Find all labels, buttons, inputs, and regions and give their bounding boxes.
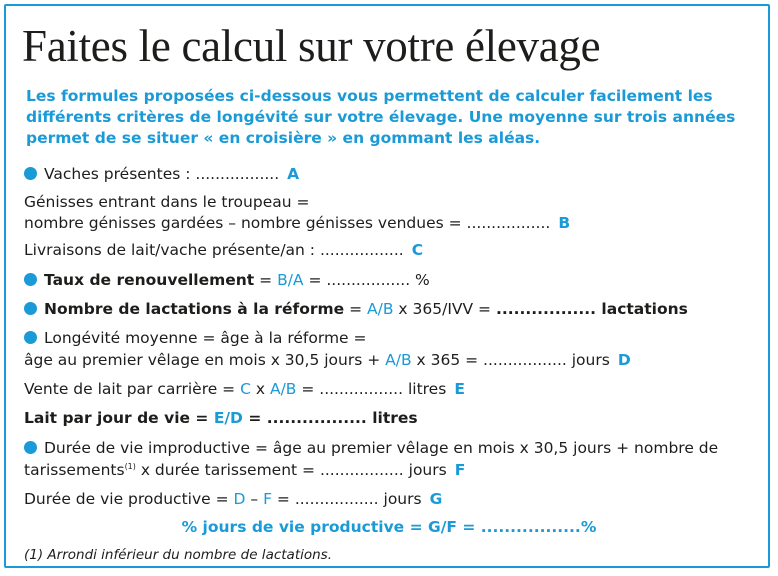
bullet-icon xyxy=(24,441,37,454)
tag-a: A xyxy=(287,165,300,183)
bullet-icon xyxy=(24,273,37,286)
productive-d: D xyxy=(233,490,246,508)
improductive-rest: x durée tarissement = ................. jours xyxy=(135,461,447,479)
item-lait-jour xyxy=(24,408,418,428)
renouvellement-formula: B/A xyxy=(277,271,304,289)
info-box xyxy=(4,4,770,568)
renouvellement-label: Taux de renouvellement xyxy=(44,271,255,289)
item-lactations xyxy=(24,299,688,319)
vaches-text: Vaches présentes : ................. xyxy=(44,165,280,183)
productive-f: F xyxy=(263,490,272,508)
tag-d: D xyxy=(617,351,631,369)
item-longevite-line2 xyxy=(24,350,631,370)
tag-b: B xyxy=(558,214,571,232)
item-genisses-line2 xyxy=(24,213,570,233)
equals-sign: = xyxy=(254,271,278,289)
vente-mid: x xyxy=(250,380,270,398)
equals-sign: = xyxy=(344,300,368,318)
item-renouvellement xyxy=(24,270,430,290)
lait-jour-formula: E/D xyxy=(213,409,243,427)
item-improductive-line1 xyxy=(24,438,718,458)
bullet-icon xyxy=(24,167,37,180)
item-pourcentage: % jours de vie productive = G/F = .................% xyxy=(181,518,597,536)
productive-pre: Durée de vie productive = xyxy=(24,490,234,508)
tag-e: E xyxy=(454,380,465,398)
vente-c: C xyxy=(240,380,251,398)
lactations-label: Nombre de lactations à la réforme xyxy=(44,300,345,318)
longevite-text: Longévité moyenne = âge à la réforme = xyxy=(44,329,367,347)
vente-pre: Vente de lait par carrière = xyxy=(24,380,241,398)
genisses-text: nombre génisses gardées – nombre génisses vendues = ................. xyxy=(24,214,551,232)
renouvellement-rest: = ................. % xyxy=(303,271,430,289)
item-improductive-line2 xyxy=(24,460,465,480)
lactations-mid: x 365/IVV = xyxy=(393,300,496,318)
lait-jour-label: Lait par jour de vie = xyxy=(24,409,214,427)
intro-paragraph: Les formules proposées ci-dessous vous permettent de calculer facilement les différents critères de longévité sur votre élevage. Une moyenne sur trois années permet de se situer « en croisière » en gommant les aléas. xyxy=(26,87,736,147)
lactations-result: ................. lactations xyxy=(495,300,688,318)
livraisons-text: Livraisons de lait/vache présente/an : ................. xyxy=(24,241,404,259)
longevite-rest: x 365 = ................. jours xyxy=(411,351,610,369)
productive-rest: = ................. jours xyxy=(271,490,422,508)
productive-mid: – xyxy=(245,490,264,508)
tag-g: G xyxy=(429,490,443,508)
lait-jour-rest: = ................. litres xyxy=(242,409,418,427)
item-productive xyxy=(24,489,442,509)
tag-f: F xyxy=(454,461,466,479)
improductive-pre: tarissements xyxy=(24,461,125,479)
item-genisses-line1: Génisses entrant dans le troupeau = xyxy=(24,193,310,211)
page-title: Faites le calcul sur votre élevage xyxy=(22,21,601,71)
bullet-icon xyxy=(24,331,37,344)
item-longevite-line1 xyxy=(24,328,367,348)
longevite-formula: A/B xyxy=(385,351,412,369)
item-vente xyxy=(24,379,465,399)
improductive-text: Durée de vie improductive = âge au premier vêlage en mois x 30,5 jours + nombre de xyxy=(44,439,719,457)
footnote-marker: (1) xyxy=(124,462,136,471)
bullet-icon xyxy=(24,302,37,315)
tag-c: C xyxy=(411,241,424,259)
footnote: (1) Arrondi inférieur du nombre de lactations. xyxy=(24,547,333,563)
vente-ab: A/B xyxy=(269,380,297,398)
item-livraisons xyxy=(24,240,423,260)
lactations-formula: A/B xyxy=(367,300,394,318)
vente-rest: = ................. litres xyxy=(296,380,447,398)
longevite-pre: âge au premier vêlage en mois x 30,5 jours + xyxy=(24,351,386,369)
item-vaches xyxy=(24,164,299,184)
